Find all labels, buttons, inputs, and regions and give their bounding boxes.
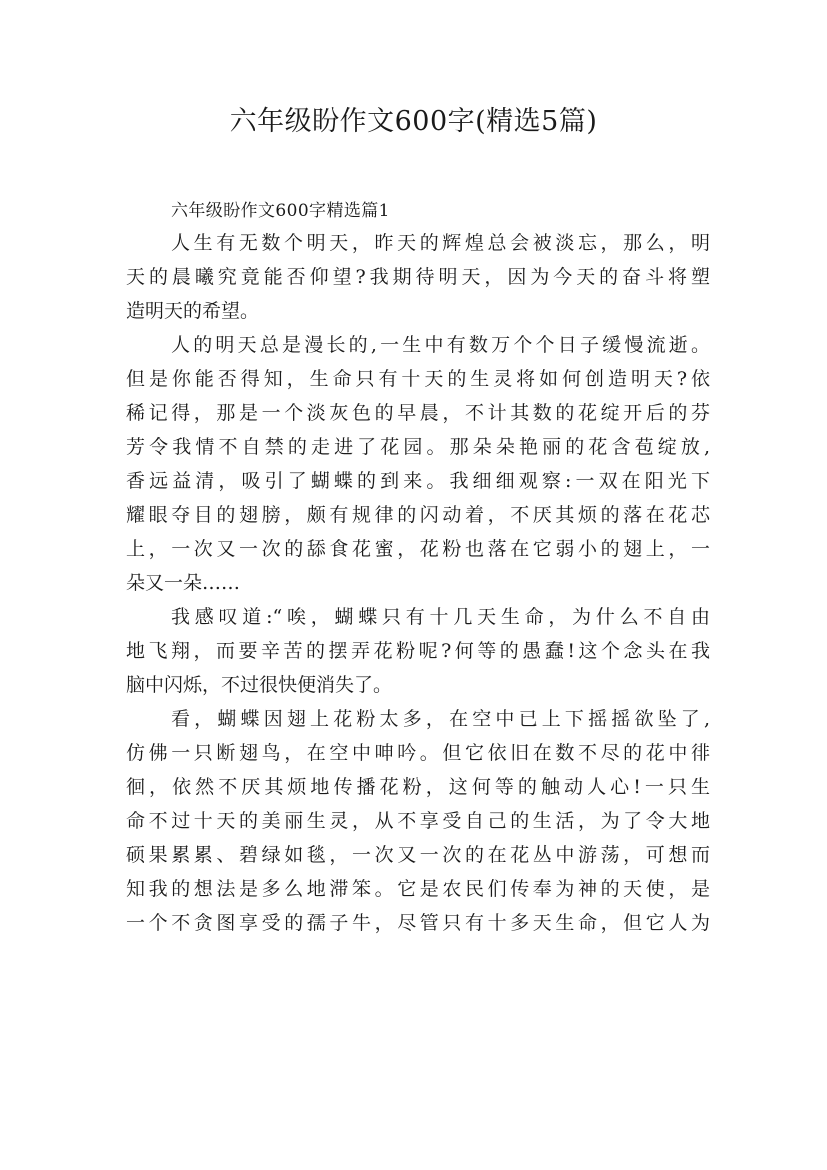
- text-line: 看，蝴蝶因翅上花粉太多，在空中已上下摇摇欲坠了,: [171, 708, 710, 730]
- text-line: 人的明天总是漫长的,一生中有数万个个日子缓慢流逝。: [171, 334, 710, 356]
- document-body: [126, 196, 710, 940]
- text-line: 知我的想法是多么地滞笨。它是农民们传奉为神的天使，是: [126, 878, 710, 900]
- text-line: 徊，依然不厌其烦地传播花粉，这何等的触动人心!一只生: [126, 776, 710, 798]
- text-line: 我感叹道:“唉，蝴蝶只有十几天生命，为什么不自由: [171, 606, 710, 628]
- text-line: 耀眼夺目的翅膀，颇有规律的闪动着，不厌其烦的落在花芯: [126, 504, 710, 526]
- text-line: 仿佛一只断翅鸟，在空中呻吟。但它依旧在数不尽的花中徘: [126, 742, 710, 764]
- text-line: 朵又一朵……: [126, 572, 241, 594]
- text-line: 地飞翔，而要辛苦的摆弄花粉呢?何等的愚蠢!这个念头在我: [126, 640, 710, 662]
- text-line: 命不过十天的美丽生灵，从不享受自己的生活，为了令大地: [126, 810, 710, 832]
- text-line: 稀记得，那是一个淡灰色的早晨，不计其数的花绽开后的芬: [126, 402, 710, 424]
- text-line: 造明天的希望。: [126, 300, 260, 322]
- paragraph-4: [126, 702, 710, 940]
- text-line: 上，一次又一次的舔食花蜜，花粉也落在它弱小的翅上，一: [126, 538, 710, 560]
- paragraph-3: [126, 600, 710, 702]
- text-line: 一个不贪图享受的孺子牛，尽管只有十多天生命，但它人为: [126, 912, 710, 934]
- text-line: 天的晨曦究竟能否仰望?我期待明天，因为今天的奋斗将塑: [126, 266, 710, 288]
- text-line: 香远益清，吸引了蝴蝶的到来。我细细观察:一双在阳光下: [126, 470, 710, 492]
- section-subheading: 六年级盼作文600字精选篇1: [171, 201, 390, 221]
- text-line: 但是你能否得知，生命只有十天的生灵将如何创造明天?依: [126, 368, 710, 390]
- paragraph-2: [126, 328, 710, 600]
- text-line: 硕果累累、碧绿如毯，一次又一次的在花丛中游荡，可想而: [126, 844, 710, 866]
- document-title: 六年级盼作文600字(精选5篇): [229, 106, 598, 137]
- text-line: 人生有无数个明天，昨天的辉煌总会被淡忘，那么，明: [171, 232, 710, 254]
- text-line: 脑中闪烁，不过很快便消失了。: [126, 674, 393, 696]
- paragraph-1: [126, 226, 710, 328]
- text-line: 芳令我情不自禁的走进了花园。那朵朵艳丽的花含苞绽放,: [126, 436, 710, 458]
